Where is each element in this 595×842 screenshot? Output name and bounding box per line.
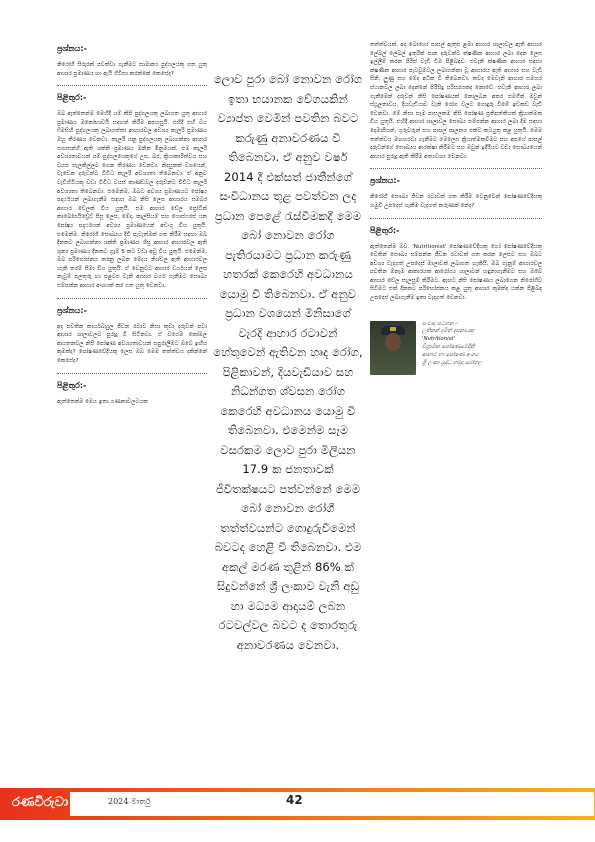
author-line: විශ්‍රාමික පෝෂණවේදීනී [422, 344, 475, 351]
middle-column [212, 70, 364, 655]
question-label: ප්‍රශ්නය:- [57, 44, 87, 53]
divider [57, 373, 207, 374]
author-line: ආහාර හා පෝෂණ අංශය [422, 351, 479, 358]
badge-icon [390, 327, 396, 331]
left-column [57, 41, 207, 413]
answer-label: පිළිතුර:- [370, 225, 400, 235]
face-icon [385, 333, 401, 351]
author-photo [370, 321, 416, 375]
question-label: ප්‍රශ්නය:- [370, 176, 400, 186]
divider [57, 85, 207, 86]
author-intro: සංවාද සටහන - [422, 320, 458, 327]
divider [370, 168, 542, 169]
author-line: ශ්‍රී ලංකා යුද්ධ හමුදා රෝහල [422, 359, 483, 366]
question-text: නිරෝගී සිරුරක් පවත්වා ගැනීමට සාමාන්‍ය පුද්ගලයකු ගත යුතු ආහාර ප්‍රමාණය හා ඇයි ගිවිසා කරන්නේ කෙසේද? [57, 62, 207, 77]
pull-quote: ලොව පුරා බෝ නොවන රෝග ඉතා භයානක වේගයකින් ව්‍යාප්ත වෙමින් පවතින බවට කරුණු අනාවරණය වී තිබෙනවා. ඒ අනුව වර්ෂ 2014 දී එක්සත් ජාතීන්ගේ සංවිධානය තුළ පවත්වන ලද ප්‍රධාන පෙළේ රැස්වීමකදී මෙම බෝ නොවන රෝග පැතිරයාමට ප්‍රධාන කරුණු හතරක් කෙරෙහි අවධානය යොමු වී තිබෙනවා. ඒ අනුව ප්‍රධාන වශයෙන් මිනිසාගේ වැරදි ආහාර රටාවන් හේතුවෙන් ඇතිවන හෘද රෝග, පිළිකාවන්, දියවැඩියාව සහ නිධන්ගත ශ්වසන රෝග කෙරෙහි අවධානය යොමු වී තිබෙනවා. එමෙන්ම සෑම වසරකම ලොව පුරා මිලියන 17.9 ක ජනතාවක් ජීවිතක්ෂයට පත්වන්නේ මෙම බෝ නොවන රෝගී තත්ත්වයන්ට ගොදුරුවීමෙන් බවටද හෙළි වී තිබෙනවා. එම අකල් මරණ තුළින් 86% ක් සිදුවන්නේ ශ්‍රී ලංකාව වැනි අඩු හා මධ්‍යම ආදායම් ලබන රටවල්වල බවට ද තොරතුරු අනාවරණය වෙනවා. [213, 72, 363, 652]
divider [370, 218, 542, 219]
divider [57, 298, 207, 299]
magazine-brand: රණවිරුවා [12, 795, 69, 810]
author-box [370, 321, 542, 375]
right-column [370, 41, 542, 375]
answer-label: පිළිතුර:- [57, 93, 87, 103]
author-name: ලුතිනන් දමිත් දසනායක [422, 328, 474, 335]
author-credit [422, 321, 482, 368]
continued-text: තත්ත්වයක්, අද බොහෝ පාසල් ඇතුළු ළමා ආහාර ශාලාවල ඇති ආහාර ලේබල් ලේබල් ඉතුරින් පාන දරුවන්ට ක්ෂණික ආහාර ලබා දෙන ලෙස ඉල්ලීම් කරන පිරිස් වැඩි වීම පිළිබඳව. එවැනි ක්ෂණික ආහාර සඳහා ක්ෂණික ආහාර පැටවුම්වල ලබාගන්නා වූ ආහාරය ඇති ආහාර සහ වැඩි සීනි, ලුණු සහ මේද අධික වී තිබෙනවා. තවද මෙවැනි ආහාර සමහර ස්ථානවල ලබා දෙන්නේ පිරිසිදු පරිසරයකද නොවේ. එවැනි ආහාර ලබා ගැනීමෙන් දරුවන් නිසි පෝෂණයක් නොලබන අතර එමගින් ඔවුන් ස්ථූලතාවය, දියවැඩියාව වැනි රෝග වලට ගොදුරු වීමේ ඉඩකඩ වැඩි වෙනවා. මේ නිසා සෑම පාසලකම නිසි පෝෂණ ප්‍රතිපත්තියක් ක්‍රියාත්මක විය යුතුයි. එහිදී ආහාර ශාලාවල සෞඛ්‍ය සම්පන්න ආහාර ලබා දීම සඳහා දෙමාපියන්, ගුරුවරුන් සහ පාසල් පාලනය එක්ව කටයුතු කළ යුතුයි. මෙම තත්ත්වය මඟහරවා ගැනීමට මෙලෙස ක්‍රියාත්මකවීමට සහ අපගේ පාසල් දරුවන්ගේ සෞඛ්‍යය ආරක්ෂා කිරීමට සහ ඔවුන් ඉදිරියට වඩා සෞඛ්‍යයෙන් ආහාර පුරුදු ඇති කිරීම අත්‍යවශ්‍ය වෙනවා. [370, 42, 542, 160]
answer-text: ඇත්තෙන්ම මෙය ඉතා ගණනාවලටයක [57, 398, 148, 405]
question-text: අද පවතින කාර්යබහුල ජීවන රටාව නිසා කුඩා දරුවන් පවා ආහාර ශාලාවලට පුරුදු වී සිටිනවා. ඒ වගේම කෝමල ආයතනවල නිසි පෝෂණ අවශ්‍යතාවයන් සපුරාලීමට ඔබේ ඉඟිය කුමක්ද? පෝෂණවේදියකු ලෙස ඔබ මෙම තත්ත්වය දකින්නේ කෙසේද? [57, 323, 207, 365]
page-number: 42 [286, 793, 303, 807]
issue-date: 2024 මාර්තු [108, 797, 151, 806]
answer-label: පිළිතුර:- [57, 380, 87, 390]
question-label: ප්‍රශ්නය:- [57, 305, 87, 315]
question-text: නිරෝගී සෞඛ්‍ය ජීවන රටාවක් ගත කිරීම වෙනුවෙන් පෝෂණවේදියකු හමුවී උපදෙස් ගැනීම වැදගත් කරුණක් නේද? [370, 194, 542, 209]
answer-text: ඔබ ඇත්තෙන්ම මෙහිදී යම් කිසි පුද්ගලයකු ලබාගත යුතු ආහාර ප්‍රමාණය මනෝභාවයි සඳහන් කිරීම අපහසුයි. එහිදී එහි වය ෆිමසිහි පුද්ගලයකු ලබාගත්තා ආහාරවල අවශ්‍ය කැලරි ප්‍රමාණය ඔහු තීරණය වෙනවා. කැලරි යනු පුද්ගලයකු ලබාගන්නා ආහාර සාහසන්ගී ඇති ශක්ති ප්‍රමාණය මනින මිනුමයක්. එම කැලරි අවශ්‍යතාවයන් යම් පුද්ගලයෙකුගේ උස, බර, ක්‍රියාකාරිත්වය සහ වයස සැලකිල්ලට ගෙන තීරණය වෙනවා. නිදසුනක් වශයෙන්, වැඩෙන දරුවන්ට විවිධ කැලරි අවශ්‍යතා තිබෙනවා. ඒ අනුව වැඩිහිටියකු වඩා විවිධ වයස් කාණ්ඩවල දරුවන්ට විවිධ කැලරි අවශ්‍යතා තිබෙනවා. එමෙන්ම, ඔබට අවශ්‍ය ප්‍රමාණයට පෝෂ්‍ය පදාර්ථයන් ලබාගැනීම සඳහා ඔබ නිසි ලෙස ආහාරය සමබර ආහාර වේලක් විය යුතුයි. එම ආහාර වේල ප්‍රෝටීන් කාබෝහයිඩ්‍රේට් පිසූ ලෙස, මේද, කැල්සියම් සහ ෆොස්ෆරස් යන පෝෂ්‍ය පදාර්ථයන් අවශ්‍ය ප්‍රමාණයෙන් අඩංගු විය යුතුයි. එමෙන්ම, නිරෝගී සෞඛ්‍යය දිවි පැවැත්මක් ගත කිරීම සඳහා ඔබ දිනකට ලබාගන්නා ශක්ති ප්‍රමාණය ශීඝ්‍ර ආහාර ආහාරවල ඇති ශුන්‍ය ප්‍රමාණය දිනකට ග්‍රෑම් 5 කට වඩා අඩු විය යුතුයි. එමෙන්ම, ඔබ පරිභෝජනය කරනු ලබන මේදය නිශ්චල ඇති ආහාරවල හැකි තරම් සීමා විය යුතුයි. ඒ වෙනුවට ආහාර වර්ගයන් ලෙස නැවුම් පලතුරු හා එළවළු වැනි ආහාර වර්ග ගැනීමට සෞඛ්‍ය සම්පන්න ආහාර අංශයක් කර ගත යුතු වෙනවා. [57, 111, 207, 290]
author-title: 'Nutritionist' [422, 336, 455, 343]
answer-text: ඇත්තෙන්ම ඔව. 'Nutritionist' පෝෂණවේදියකු හෝ පෝෂණවේදියකු වෙතින් සෞඛ්‍ය සම්පන්න ජීවන රටාවක් ගත කරන ලෙසට සහ ඔබට අවශ්‍ය වැදගත් උපදෙස් මාලාවක් ලබාගත හැකියි. ඔබ ගැනුම් ආහාරවල පවතින ඕනෑම ආකාරයක ආරෝග්‍ය ශාලාවන් හඳුනාගැනීමට සහ ඔබේ ආහාර වේල සැලසුම් කිරීමට. ඇඟට නිසි පෝෂණය ලබාගෙන නිරෝගීව සිටීමට එක් දිනකට පරිභෝජනය කළ යුතු ආහාර කුමක්ද යන්න පිළිබඳ උපදෙස් ලබාගැනීම ඉතා වැදගත් වෙනවා. [370, 243, 542, 302]
